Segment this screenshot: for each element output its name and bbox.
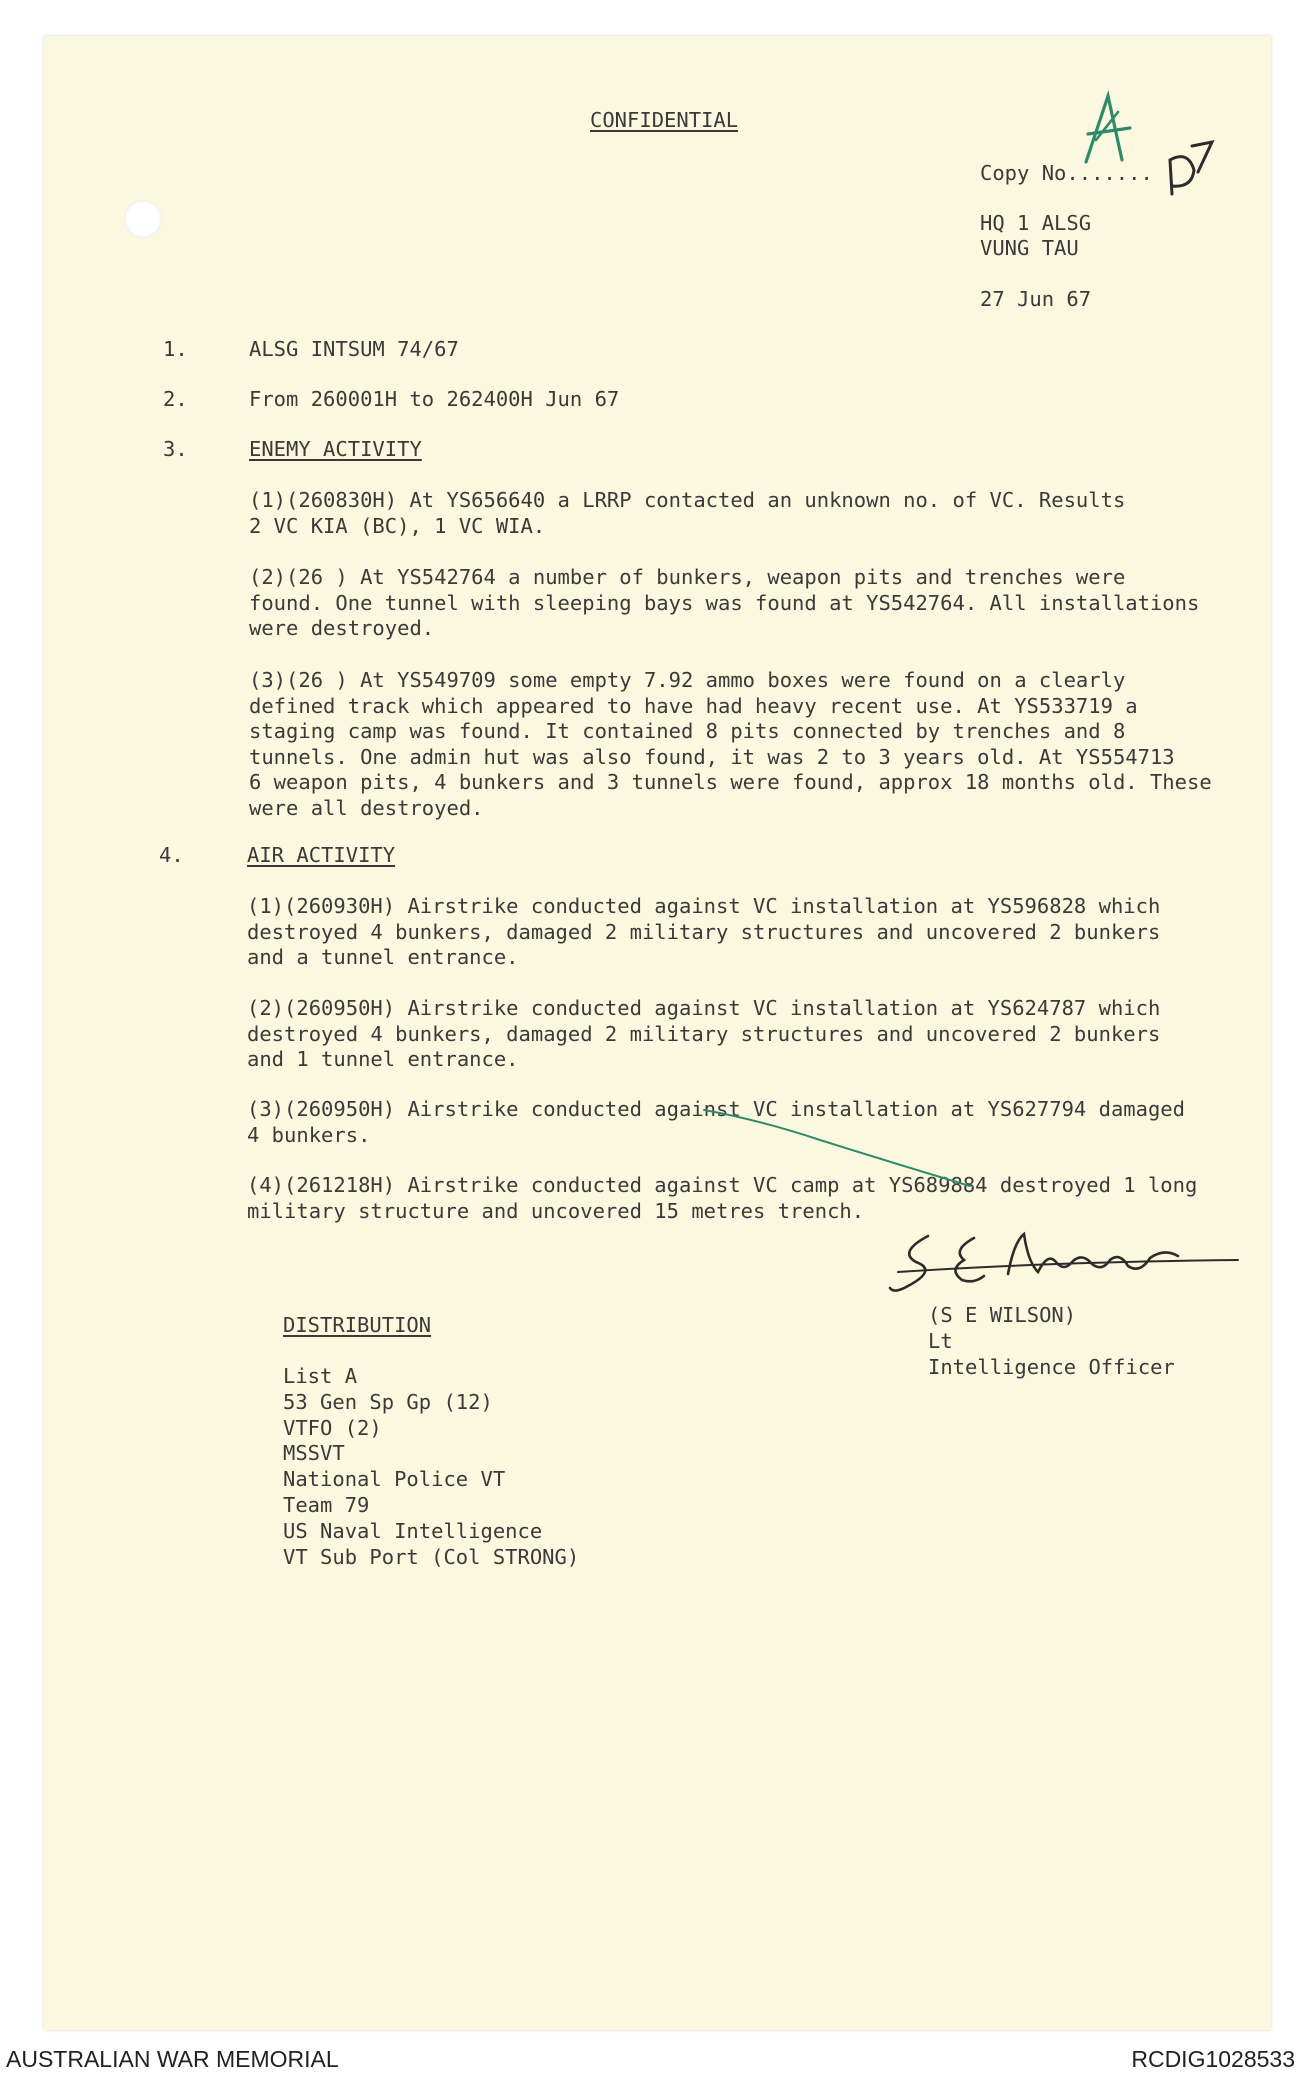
list-item: 53 Gen Sp Gp (12) xyxy=(283,1389,493,1414)
item-number-2: 2. xyxy=(163,387,188,411)
list-item: List A xyxy=(283,1364,358,1388)
text-line: (2)(26 ) At YS542764 a number of bunkers, weapon pits and trenches were xyxy=(249,565,1126,589)
handwritten-side-mark xyxy=(1158,136,1218,202)
list-item: MSSVT xyxy=(283,1441,345,1466)
enemy-para-2 xyxy=(249,565,1199,642)
text-line: found. One tunnel with sleeping bays was found at YS542764. All installations xyxy=(249,590,1200,615)
list-item: US Naval Intelligence xyxy=(283,1518,543,1543)
list-item: VTFO (2) xyxy=(283,1415,382,1440)
air-activity-heading: AIR ACTIVITY xyxy=(247,843,396,867)
text-line: military structure and uncovered 15 metres trench. xyxy=(247,1198,865,1223)
text-line: destroyed 4 bunkers, damaged 2 military structures and uncovered 2 bunkers xyxy=(247,1021,1161,1046)
text-line: (3)(260950H) Airstrike conducted against VC installation at YS627794 damaged xyxy=(247,1097,1185,1121)
distribution-heading: DISTRIBUTION xyxy=(283,1313,432,1337)
handwritten-copy-mark xyxy=(1078,90,1138,170)
signatory-name: (S E WILSON) xyxy=(928,1303,1077,1327)
enemy-activity-heading: ENEMY ACTIVITY xyxy=(249,437,422,461)
text-line: were destroyed. xyxy=(249,616,435,640)
text-line: (1)(260930H) Airstrike conducted against VC installation at YS596828 which xyxy=(247,894,1161,918)
text-line: 2 VC KIA (BC), 1 VC WIA. xyxy=(249,513,546,538)
distribution-list xyxy=(283,1364,579,1570)
list-item: Team 79 xyxy=(283,1492,370,1517)
text-line: (2)(260950H) Airstrike conducted against VC installation at YS624787 which xyxy=(247,996,1161,1020)
item-text-1: ALSG INTSUM 74/67 xyxy=(249,337,459,361)
footer-right: RCDIG1028533 xyxy=(1131,2046,1295,2072)
text-line: 4 bunkers. xyxy=(247,1122,371,1147)
signatory-title: Intelligence Officer xyxy=(928,1355,1175,1379)
list-item: National Police VT xyxy=(283,1467,506,1492)
item-number-3: 3. xyxy=(163,437,188,461)
text-line: tunnels. One admin hut was also found, it was 2 to 3 years old. At YS554713 xyxy=(249,744,1175,769)
enemy-para-1 xyxy=(249,488,1125,539)
classification-heading: CONFIDENTIAL xyxy=(590,108,739,132)
air-para-1 xyxy=(247,894,1160,971)
signatory-rank: Lt xyxy=(928,1329,953,1353)
text-line: (1)(260830H) At YS656640 a LRRP contacted an unknown no. of VC. Results xyxy=(249,488,1126,512)
hq-line-2: VUNG TAU xyxy=(980,236,1079,260)
text-line: (4)(261218H) Airstrike conducted against VC camp at YS689884 destroyed 1 long xyxy=(247,1173,1198,1197)
copy-number-label: Copy No....... xyxy=(980,161,1153,185)
list-item: VT Sub Port (Col STRONG) xyxy=(283,1544,580,1569)
handwritten-signature xyxy=(888,1222,1248,1302)
text-line: and a tunnel entrance. xyxy=(247,945,519,969)
hq-line-1: HQ 1 ALSG xyxy=(980,211,1092,235)
enemy-para-3 xyxy=(249,668,1212,821)
item-text-2: From 260001H to 262400H Jun 67 xyxy=(249,387,620,411)
text-line: were all destroyed. xyxy=(249,795,484,820)
text-line: 6 weapon pits, 4 bunkers and 3 tunnels were found, approx 18 months old. These xyxy=(249,770,1212,794)
text-line: destroyed 4 bunkers, damaged 2 military structures and uncovered 2 bunkers xyxy=(247,919,1161,944)
text-line: and 1 tunnel entrance. xyxy=(247,1047,519,1071)
item-number-4: 4. xyxy=(159,843,184,867)
text-line: defined track which appeared to have had heavy recent use. At YS533719 a xyxy=(249,693,1138,718)
item-number-1: 1. xyxy=(163,337,188,361)
text-line: staging camp was found. It contained 8 pits connected by trenches and 8 xyxy=(249,719,1126,743)
footer-left: AUSTRALIAN WAR MEMORIAL xyxy=(6,2046,339,2072)
punch-hole xyxy=(124,200,162,238)
air-para-2 xyxy=(247,996,1160,1073)
pen-stroke-mark xyxy=(700,1100,980,1190)
document-date: 27 Jun 67 xyxy=(980,287,1092,311)
text-line: (3)(26 ) At YS549709 some empty 7.92 ammo boxes were found on a clearly xyxy=(249,668,1126,692)
